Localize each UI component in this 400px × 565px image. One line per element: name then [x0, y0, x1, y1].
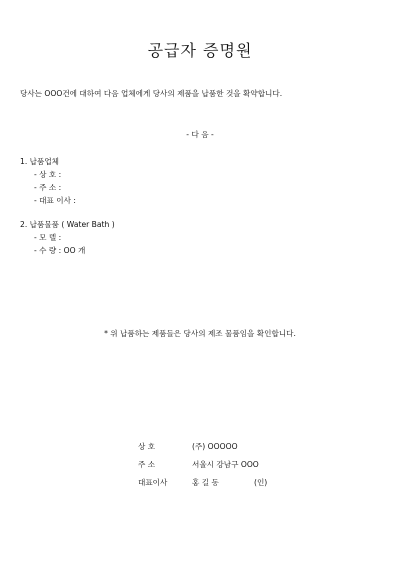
confirmation-note: * 위 납품하는 제품들은 당사의 제조 물품임을 확인합니다.	[104, 329, 296, 338]
supplier-company-field: - 상 호 :	[34, 170, 62, 179]
section-supplier-heading: 1. 납품업체	[20, 157, 60, 166]
signature-address-label: 주 소	[138, 460, 156, 469]
document-title: 공급자 증명원	[147, 41, 253, 60]
goods-model-field: - 모 델 :	[34, 233, 62, 242]
supplier-ceo-field: - 대표 이사 :	[34, 196, 76, 205]
supplier-address-field: - 주 소 :	[34, 183, 62, 192]
signature-ceo-label: 대표이사	[138, 478, 168, 487]
signature-address-value: 서울시 강남구 OOO	[192, 460, 259, 469]
goods-quantity-field: - 수 량 : OO 개	[34, 246, 86, 255]
signature-company-label: 상 호	[138, 442, 156, 451]
intro-text: 당사는 OOO건에 대하여 다음 업체에게 당사의 제품을 납품한 것을 확약합니다.	[20, 89, 283, 98]
signature-ceo-value: 홍 길 동	[192, 478, 219, 487]
signature-company-value: (주) OOOOO	[192, 442, 238, 451]
signature-seal-mark: (인)	[254, 478, 268, 487]
section-goods-heading: 2. 납품물품 ( Water Bath )	[20, 220, 115, 229]
separator-text: - 다 음 -	[186, 130, 214, 139]
